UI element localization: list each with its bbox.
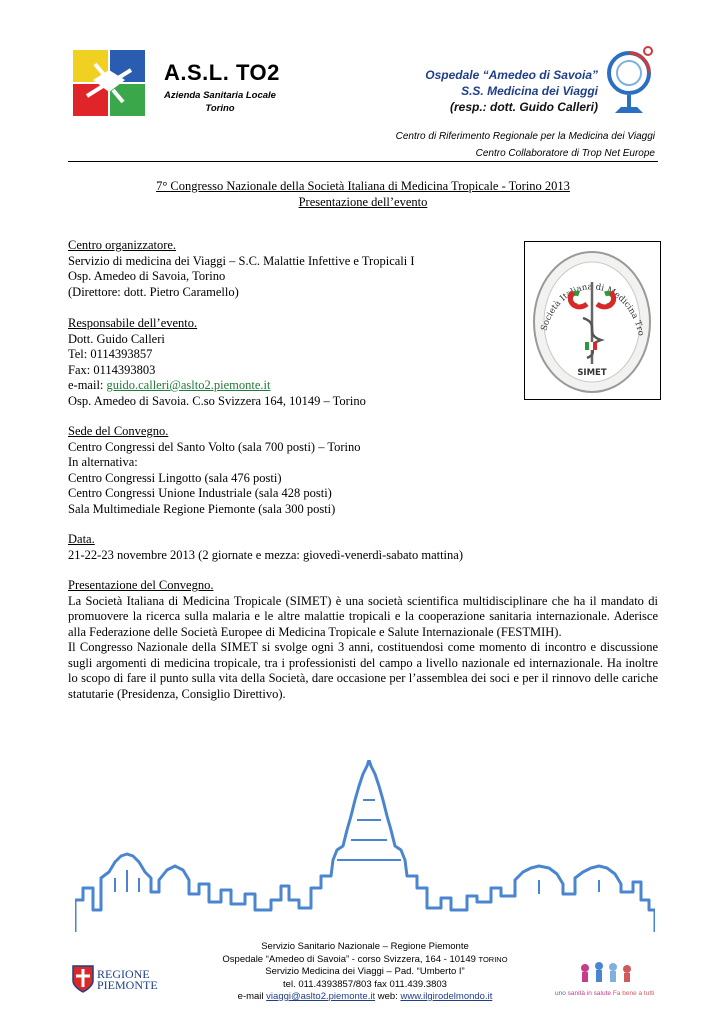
footer-address-text: Ospedale “Amedeo di Savoia” - corso Svizzera, 164 - 10149 [222,953,479,965]
regione-line: PIEMONTE [97,978,158,992]
footer-links [190,991,540,1004]
presentation-heading: Presentazione del Convegno. [68,578,214,592]
venue-line: Centro Congressi Unione Industriale (sala 428 posti) [68,486,332,500]
footer-web-label: web: [375,991,401,1002]
regione-shield-icon [72,965,94,993]
footer-address [190,954,540,967]
venue-line: Sala Multimediale Regione Piemonte (sala 300 posti) [68,501,336,516]
responsible-name: Dott. Guido Calleri [68,331,165,346]
globe-icon [603,43,655,123]
presentation-section [68,578,658,702]
title-line: 7° Congresso Nazionale della Società Italiana di Medicina Tropicale - Torino 2013 [156,179,570,193]
presentation-paragraph: Il Congresso Nazionale della SIMET si svolge ogni 3 anni, costituendosi come momento di incontro e discussione sugli argomenti di medicina tropicale, tra i professionisti del campo a livello nazionale ed internazionale. Ha inoltre lo scopo di fare il punto sulla vita della Società, dare occasione per l’assemblea dei soci e per il rinnovo delle cariche statutarie (Presidenza, Consiglio Direttivo). [68,640,658,701]
organizer-heading: Centro organizzatore. [68,238,177,252]
footer-email-label: e-mail [237,991,267,1002]
footer-web-link[interactable]: www.ilgirodelmondo.it [400,991,493,1002]
date-heading: Data. [68,532,95,546]
reference-centers [396,128,655,162]
date-section [68,532,658,563]
giro-slogan [555,990,654,997]
date-text: 21-22-23 novembre 2013 (2 giornate e mezza: giovedì-venerdì-sabato mattina) [68,547,463,562]
regione-line: REGIONE [97,967,150,981]
email-label: e-mail: [68,378,107,392]
footer-line: Servizio Medicina dei Viaggi – Pad. “Umberto I” [265,966,465,977]
footer-line: Servizio Sanitario Nazionale – Regione Piemonte [261,941,469,952]
responsible-heading: Responsabile dell’evento. [68,316,198,330]
simet-logo [525,242,660,399]
organizer-line: Servizio di medicina dei Viaggi – S.C. Malattie Infettive e Tropicali I [68,253,415,268]
venue-line: Centro Congressi Lingotto (sala 476 posti) [68,470,282,485]
venue-line: In alternativa: [68,455,138,469]
venue-heading: Sede del Convegno. [68,424,169,438]
footer-phone: tel. 011.4393857/803 fax 011.439.3803 [283,978,447,990]
presentation-paragraph: La Società Italiana di Medicina Tropicale (SIMET) è una società scientifica multidisciplinare che ha il mandato di promuovere la ricerca sulla malaria e le altre malattie tropicali e la cooperazione sanitaria internazionale. Aderisce alla Federazione delle Società Europee di Medicina Tropicale e Salute Internazionale (FESTMIH). [68,593,658,639]
responsible-fax: Fax: 0114393803 [68,362,156,377]
simet-logo-frame [524,241,661,400]
hospital-block [425,67,598,115]
simet-arc-text: Società Italiana di Medicina Tro [539,282,646,337]
responsible-tel: Tel: 0114393857 [68,347,153,361]
turin-skyline-illustration [75,760,655,935]
giro-word: uno [555,990,568,997]
hospital-responsible: (resp.: dott. Guido Calleri) [449,100,598,114]
document-title [68,178,658,210]
asl-subtitle-city: Torino [205,103,235,114]
simet-acronym: SIMET [577,368,607,378]
footer-email-link[interactable]: viaggi@aslto2.piemonte.it [266,991,376,1002]
giro-highlight: sanità in salute [567,990,612,997]
asl-subtitle-line: Azienda Sanitaria Locale [164,90,276,101]
giro-tail: Fa bene a tutti [611,990,655,997]
asl-title: A.S.L. TO2 [164,60,280,85]
responsible-email-link[interactable]: guido.calleri@aslto2.piemonte.it [106,378,271,392]
header-divider [68,161,658,162]
responsible-address: Osp. Amedeo di Savoia. C.so Svizzera 164, 10149 – Torino [68,393,366,408]
hospital-name: Ospedale “Amedeo di Savoia” [425,68,598,82]
venue-section [68,424,658,517]
footer-city: TORINO [478,954,508,964]
regione-piemonte-logo [72,965,158,995]
organizer-line: (Direttore: dott. Pietro Caramello) [68,284,239,299]
asl-logo [73,50,145,116]
travelers-icon [577,960,637,984]
center-regional: Centro di Riferimento Regionale per la Medicina dei Viaggi [395,131,655,142]
footer-contacts [190,941,540,1004]
asl-subtitle [150,89,290,115]
center-tropnet: Centro Collaboratore di Trop Net Europe [475,148,655,159]
ilgirodelmondo-logo [555,960,660,1000]
organizer-line: Osp. Amedeo di Savoia, Torino [68,269,226,283]
title-subline: Presentazione dell’evento [298,195,428,209]
venue-line: Centro Congressi del Santo Volto (sala 700 posti) – Torino [68,439,361,454]
hospital-unit: S.S. Medicina dei Viaggi [461,84,598,98]
regione-label [97,969,158,991]
